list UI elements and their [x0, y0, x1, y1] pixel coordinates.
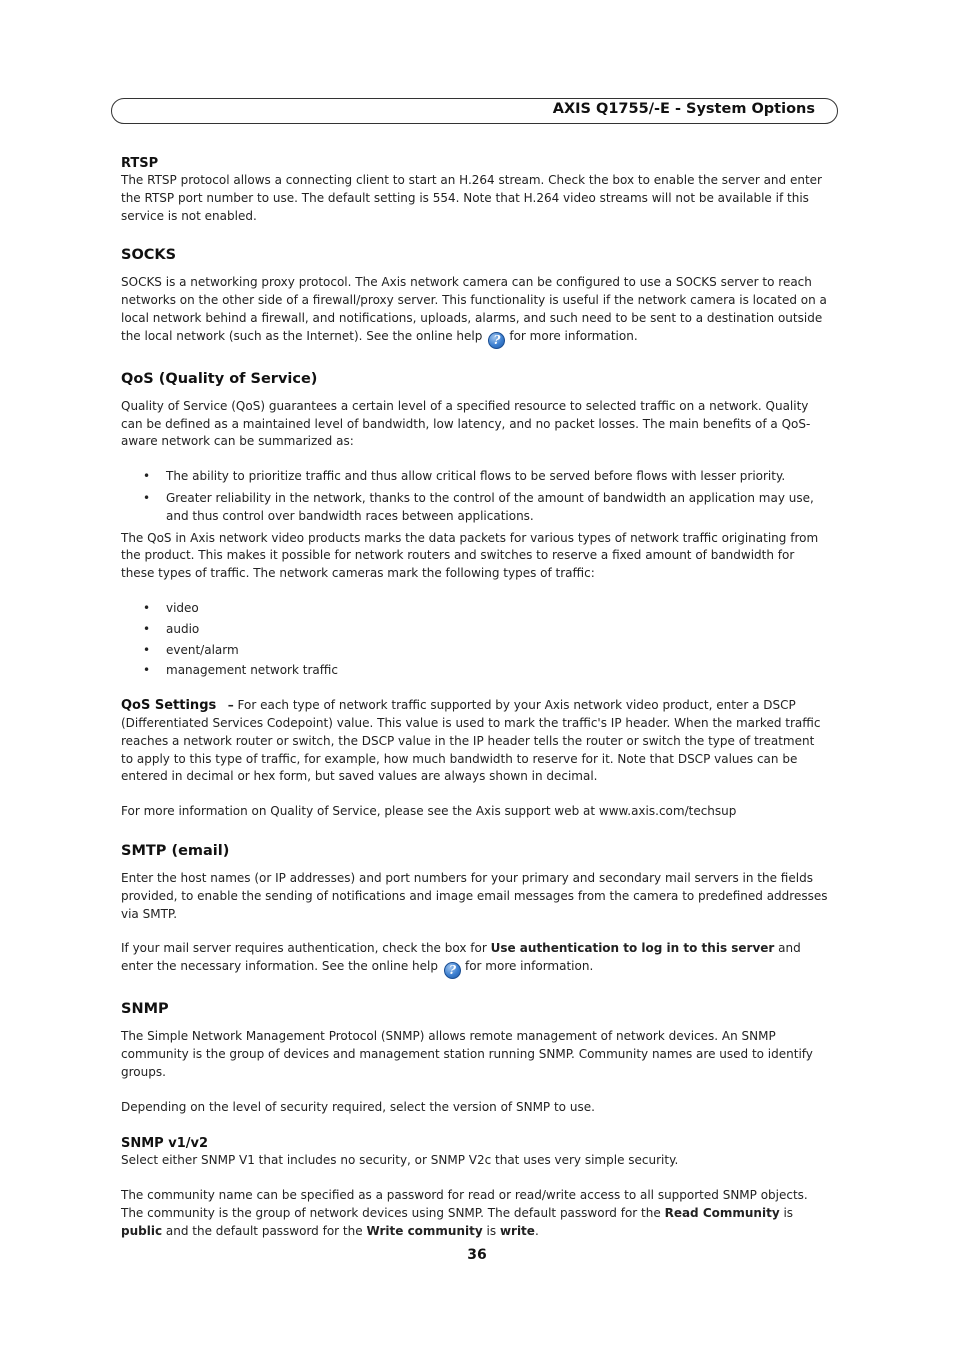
qos-traffic-list	[121, 600, 829, 680]
snmp-v1v2-text: Select either SNMP V1 that includes no security, or SNMP V2c that uses very simple security.	[121, 1153, 679, 1168]
use-authentication-label: Use authentication to log in to this server	[490, 941, 775, 956]
read-community-label: Read Community	[664, 1205, 780, 1220]
qos-intro: Quality of Service (QoS) guarantees a certain level of a specified resource to selected traffic on a network. Quality can be defined as a maintained level of bandwidth, low latency, and no packet losses. The main benefits of a QoS-aware network can be summarized as:	[121, 398, 811, 449]
snmp-para1: The Simple Network Management Protocol (SNMP) allows remote management of network devices. An SNMP community is the group of devices and management station running SNMP. Community names are used to identify groups.	[121, 1029, 813, 1079]
smtp-para2-after: and enter the necessary information. See the online help	[121, 941, 801, 974]
snmp-is-2: is	[486, 1223, 497, 1238]
list-item: • event/alarm	[121, 642, 829, 660]
qos-marks-text: The QoS in Axis network video products marks the data packets for various types of network traffic originating from the product. This makes it possible for network routers and switches to reserve a fixed amount of bandwidth for these types of traffic. The network cameras mark the following types of traffic:	[121, 530, 819, 581]
smtp-heading: SMTP (email)	[121, 842, 230, 859]
list-item: • management network traffic	[121, 662, 829, 680]
list-item: • video	[121, 600, 829, 618]
header-title: AXIS Q1755/-E - System Options	[552, 101, 815, 117]
page-content	[121, 155, 829, 1240]
qos-settings-label: QoS Settings	[121, 698, 217, 714]
section-qos	[121, 369, 829, 821]
qos-more-info: For more information on Quality of Service, please see the Axis support web at www.axis.com/techsup	[121, 804, 737, 819]
smtp-para2-end: for more information.	[464, 959, 594, 974]
rtsp-heading: RTSP	[121, 156, 159, 171]
public-value: public	[121, 1223, 163, 1238]
snmp-and-default: and the default password for the	[165, 1223, 363, 1238]
snmp-period: .	[534, 1223, 539, 1238]
rtsp-body: The RTSP protocol allows a connecting client to start an H.264 stream. Check the box to enable the server and enter the RTSP port number to use. The default setting is 554. Note that H.264 video streams will not be available if this service is not enabled.	[121, 173, 822, 223]
socks-body-end: for more information.	[509, 328, 638, 343]
snmp-para2: Depending on the level of security required, select the version of SNMP to use.	[121, 1099, 595, 1114]
snmp-is-1: is	[783, 1205, 794, 1220]
help-question-icon: ?	[444, 962, 461, 979]
section-smtp	[121, 841, 829, 979]
write-value: write	[499, 1223, 535, 1238]
section-snmp	[121, 999, 829, 1240]
socks-heading: SOCKS	[121, 247, 177, 264]
qos-heading: QoS (Quality of Service)	[121, 370, 318, 387]
smtp-para2	[121, 940, 829, 979]
write-community-label: Write community	[366, 1223, 483, 1238]
list-item: • The ability to prioritize traffic and thus allow critical flows to be served before flows with lesser priority.	[121, 468, 829, 486]
qos-settings-dash: –	[227, 698, 234, 713]
qos-benefits-list	[121, 468, 829, 525]
section-socks	[121, 245, 829, 348]
snmp-v1v2-heading: SNMP v1/v2	[121, 1136, 209, 1152]
socks-body	[121, 274, 829, 348]
smtp-para1: Enter the host names (or IP addresses) and port numbers for your primary and secondary mail servers in the fields provided, to enable the sending of notifications and image email messages from the camera to predefined addresses via SMTP.	[121, 870, 828, 921]
page-number: 36	[467, 1247, 487, 1263]
smtp-para2-before: If your mail server requires authentication, check the box for	[121, 941, 487, 956]
qos-settings-paragraph	[121, 697, 829, 786]
section-rtsp	[121, 155, 829, 225]
snmp-heading: SNMP	[121, 1001, 169, 1018]
snmp-community-text	[121, 1187, 829, 1240]
snmp-community-before: The community name can be specified as a password for read or read/write access to all supported SNMP objects. The community is the group of network devices using SNMP. The default password for the	[121, 1188, 808, 1220]
help-question-icon: ?	[488, 332, 505, 349]
list-item: • audio	[121, 621, 829, 639]
list-item: • Greater reliability in the network, thanks to the control of the amount of bandwidth an application may use, and thus control over bandwidth races between applications.	[121, 490, 829, 526]
socks-body-text: SOCKS is a networking proxy protocol. The Axis network camera can be configured to use a SOCKS server to reach networks on the other side of a firewall/proxy server. This functionality is useful if the network camera is located on a local network behind a firewall, and notifications, uploads, alarms, and such need to be sent to a destination outside the local network (such as the Internet). See the online help	[121, 275, 827, 343]
qos-settings-text: For each type of network traffic supported by your Axis network video product, enter a DSCP (Differentiated Services Codepoint) value. This value is used to mark the traffic's IP header. When the marked traffic reaches a network router or switch, the DSCP value in the IP header tells the router or switch the type of treatment to apply to this type of traffic, for example, how much bandwidth to reserve for it. Note that DSCP values can be entered in decimal or hex form, but saved values are always shown in decimal.	[121, 698, 821, 784]
page-header	[111, 98, 838, 124]
